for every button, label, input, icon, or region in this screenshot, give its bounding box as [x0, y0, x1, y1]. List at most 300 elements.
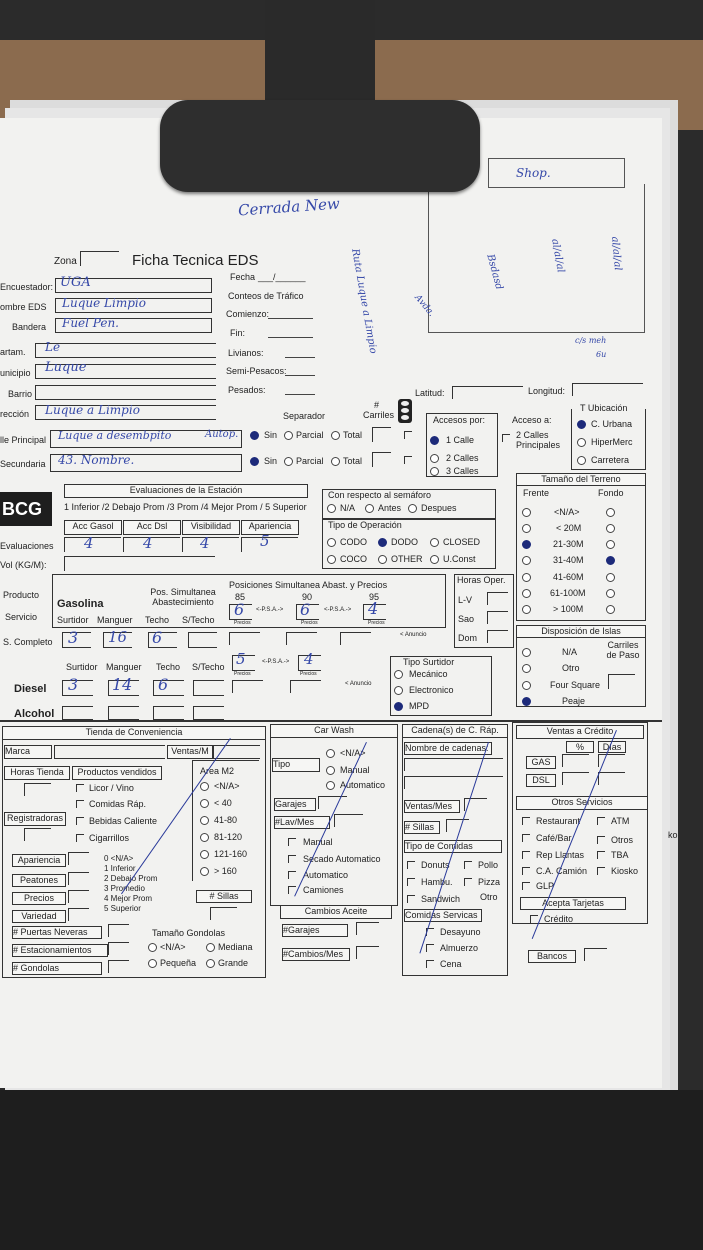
direccion-label: rección: [0, 409, 30, 419]
gas-psa-2: <-P.S.A.->: [324, 607, 352, 613]
op-coco-radio[interactable]: [327, 555, 336, 564]
serv-kiosko-label: Kiosko: [611, 866, 639, 876]
acceso-a-title: Acceso a:: [512, 415, 552, 425]
diesel-title: Diesel: [14, 683, 47, 695]
op-other-radio[interactable]: [378, 555, 387, 564]
op-other-label: OTHER: [391, 554, 423, 564]
fondo-31-40-radio[interactable]: [606, 556, 615, 565]
serv-restaurant-label: Restaurant: [536, 816, 581, 826]
fondo-na-radio[interactable]: [606, 508, 615, 517]
zona-field[interactable]: [80, 251, 119, 266]
surtidor-mpd-radio[interactable]: [394, 702, 403, 711]
serv-cena-check[interactable]: [426, 960, 434, 968]
fin-field[interactable]: [268, 337, 313, 338]
zona-label: Zona: [54, 256, 77, 267]
cadena-tipo: Tipo de Comidas: [404, 840, 502, 853]
comienzo-label: Comienzo:: [226, 309, 270, 319]
separador-2-total-radio[interactable]: [331, 457, 340, 466]
handwritten-pump-1: Bsdasd: [484, 253, 505, 291]
gas-col-manguer: Manguer: [97, 615, 133, 625]
serv-camion-check[interactable]: [522, 867, 530, 875]
gas-manguer-value: 16: [108, 628, 128, 646]
background-shadow: [0, 1090, 703, 1250]
scale-5: 5 Superior: [104, 904, 141, 913]
area-121-160-radio[interactable]: [200, 850, 209, 859]
terreno-opt-100: > 100M: [553, 604, 584, 614]
dsl-sc-2-field[interactable]: [290, 680, 321, 693]
frente-61-100-radio[interactable]: [522, 589, 531, 598]
clipboard-clip: [160, 0, 480, 195]
registradoras-label: Registradoras: [4, 812, 66, 826]
count-estacionamientos: # Estacionamientos: [12, 944, 108, 957]
credito-dsl: DSL: [526, 774, 556, 787]
food-pizza-label: Pizza: [478, 877, 501, 887]
food-hambu-check[interactable]: [407, 878, 415, 886]
op-coco-label: COCO: [340, 554, 367, 564]
prod-licor-label: Licor / Vino: [89, 783, 134, 793]
dsl-surtidor-value: 3: [68, 675, 79, 694]
ubicacion-hiper-radio[interactable]: [577, 438, 586, 447]
op-codo-radio[interactable]: [327, 538, 336, 547]
sep2-total: Total: [343, 456, 363, 466]
eval-acc-dsl-value: 4: [143, 534, 153, 552]
calle-principal-label: lle Principal: [0, 435, 47, 445]
carriles-hash: #: [374, 400, 380, 410]
eval-col-acc-gasol: Acc Gasol: [64, 520, 122, 535]
fondo-41-60-radio[interactable]: [606, 573, 615, 582]
tarjetas-title: Acepta Tarjetas: [520, 897, 626, 910]
tarjeta-credito-label: Crédito: [544, 914, 574, 924]
tienda-sillas-field[interactable]: [210, 907, 237, 920]
horas-lv: L-V: [458, 595, 473, 605]
terreno-opt-31-40: 31-40M: [553, 555, 584, 565]
op-closed-radio[interactable]: [430, 538, 439, 547]
aceite-title: Cambios Aceite: [280, 905, 392, 919]
dsl-stecho-field[interactable]: [193, 680, 224, 696]
fondo-61-100-radio[interactable]: [606, 589, 615, 598]
fondo-20-radio[interactable]: [606, 524, 615, 533]
ubicacion-carretera-radio[interactable]: [577, 456, 586, 465]
serv-cafe-check[interactable]: [522, 834, 530, 842]
gond-na-radio[interactable]: [148, 943, 157, 952]
sc-pos-3-field[interactable]: [340, 632, 371, 645]
carwash-title: Car Wash: [270, 724, 398, 738]
islas-carriles-field[interactable]: [608, 674, 635, 689]
rating-precios-field[interactable]: [68, 890, 89, 903]
vol-field[interactable]: [64, 556, 215, 571]
count-estacionamientos-field[interactable]: [108, 942, 129, 955]
cadena-servicios: Comidas Servicas: [404, 909, 482, 922]
frente-21-30-radio[interactable]: [522, 540, 531, 549]
gond-mediana-radio[interactable]: [206, 943, 215, 952]
op-dodo-label: DODO: [391, 537, 418, 547]
count-gondolas-field[interactable]: [108, 960, 129, 973]
bancos-field[interactable]: [584, 948, 607, 961]
pesados-label: Pesados:: [228, 385, 266, 395]
dsl-col-techo: Techo: [156, 662, 181, 672]
evaluaciones-header: Evaluaciones de la Estación: [64, 484, 308, 498]
horas-lv-field[interactable]: [487, 592, 508, 605]
bandera-value: Fuel Pen.: [62, 316, 119, 330]
sc-pos-2-field[interactable]: [286, 632, 317, 645]
scale-2: 2 Debajo Prom: [104, 874, 158, 883]
prod-licor-check[interactable]: [76, 784, 84, 792]
gas-precios-1: Precios: [234, 620, 251, 626]
comienzo-field[interactable]: [268, 318, 313, 319]
terreno-opt-61-100: 61-100M: [550, 588, 586, 598]
count-gondolas: # Gondolas: [12, 962, 102, 975]
islas-title: Disposición de Islas: [516, 625, 646, 638]
servicio-label: Servicio: [5, 612, 38, 622]
ko-text: ko: [668, 830, 678, 840]
credito-dsl-pct-field[interactable]: [562, 772, 589, 785]
accesos-1-label: 1 Calle: [446, 435, 475, 445]
gas-col-techo: Techo: [145, 615, 170, 625]
area-40-radio[interactable]: [200, 799, 209, 808]
horas-dom-field[interactable]: [487, 630, 508, 643]
ubicacion-urbana-radio[interactable]: [577, 420, 586, 429]
gas-precios-2: Precios: [301, 620, 318, 626]
tienda-horas-field[interactable]: [24, 783, 51, 796]
credito-gas-pct-field[interactable]: [562, 754, 589, 767]
longitud-label: Longitud:: [528, 386, 566, 396]
area-81-120-label: 81-120: [214, 832, 243, 842]
s-completo-label: S. Completo: [3, 637, 53, 647]
surtidor-electronico-radio[interactable]: [394, 686, 403, 695]
carriles-title: Carriles: [363, 410, 395, 420]
op-dodo-radio[interactable]: [378, 538, 387, 547]
pesados-field[interactable]: [285, 394, 315, 395]
accesos-3-label: 3 Calles: [446, 466, 479, 476]
carriles-2-check[interactable]: [404, 456, 412, 464]
area-na-radio[interactable]: [200, 782, 209, 791]
terreno-opt-21-30: 21-30M: [553, 539, 584, 549]
dsl-precios-1: Precios: [234, 671, 251, 677]
islas-four-radio[interactable]: [522, 681, 531, 690]
area-81-120-radio[interactable]: [200, 833, 209, 842]
accesos-2-radio[interactable]: [430, 454, 439, 463]
fecha-field[interactable]: ___/______: [258, 272, 306, 282]
islas-otro-radio[interactable]: [522, 664, 531, 673]
alc-manguer-field[interactable]: [108, 706, 139, 720]
dsl-sc-1-field[interactable]: [232, 680, 263, 693]
cadena-nombre-field-2[interactable]: [404, 776, 503, 789]
credito-gas: GAS: [526, 756, 556, 769]
accesos-1-radio[interactable]: [430, 436, 439, 445]
dsl-col-stecho: S/Techo: [192, 662, 225, 672]
carwash-tipo: Tipo: [272, 758, 320, 772]
dsl-psa: <-P.S.A.->: [262, 659, 290, 665]
islas-peaje-radio[interactable]: [522, 697, 531, 706]
gondolas-title: Tamaño Gondolas: [152, 928, 226, 938]
prod-cigarrillos-check[interactable]: [76, 834, 84, 842]
carriles-1-check[interactable]: [404, 431, 412, 439]
accesos-2-label: 2 Calles: [446, 453, 479, 463]
semaforo-na-radio[interactable]: [327, 504, 336, 513]
cw-secado-label: Secado Automatico: [303, 854, 381, 864]
octane-95: 95: [369, 592, 380, 602]
frente-20-radio[interactable]: [522, 524, 531, 533]
frente-31-40-radio[interactable]: [522, 556, 531, 565]
aceite-garajes-field[interactable]: [356, 922, 379, 935]
cw-auto-label: Automatico: [303, 870, 349, 880]
food-sandwich-label: Sandwich: [421, 894, 461, 904]
semaforo-antes-radio[interactable]: [365, 504, 374, 513]
nombre-eds-value: Luque Limpio: [62, 296, 146, 310]
serv-tba-label: TBA: [611, 850, 629, 860]
serv-cena-label: Cena: [440, 959, 462, 969]
scale-0: 0 <N/A>: [104, 854, 134, 863]
area-title: Area M2: [200, 766, 235, 776]
carwash-lav-field[interactable]: [334, 814, 363, 827]
serv-otros-label: Otros: [611, 835, 634, 845]
sep2-parcial: Parcial: [296, 456, 324, 466]
count-neveras-field[interactable]: [108, 924, 129, 937]
credito-dias: Días: [598, 741, 626, 753]
separador-1-total-radio[interactable]: [331, 431, 340, 440]
rating-precios: Precios: [12, 892, 66, 905]
serv-almuerzo-check[interactable]: [426, 944, 434, 952]
encuestador-label: Encuestador:: [0, 282, 54, 292]
prod-bebidas-label: Bebidas Caliente: [89, 816, 158, 826]
cw-secado-check[interactable]: [288, 855, 296, 863]
direccion-value: Luque a Limpio: [45, 403, 140, 417]
operacion-title: Tipo de Operación: [328, 520, 402, 530]
fondo-100-radio[interactable]: [606, 605, 615, 614]
barrio-field[interactable]: [35, 385, 216, 400]
serv-almuerzo-label: Almuerzo: [440, 943, 479, 953]
rating-variedad-field[interactable]: [68, 908, 89, 921]
semaforo-antes-label: Antes: [378, 503, 402, 513]
tienda-horas-label: Horas Tienda: [4, 766, 70, 780]
accesos-por-title: Accesos por:: [433, 415, 486, 425]
encuestador-value: UGA: [60, 275, 91, 290]
registradoras-field[interactable]: [24, 828, 51, 841]
fondo-21-30-radio[interactable]: [606, 540, 615, 549]
area-160-radio[interactable]: [200, 867, 209, 876]
dsl-precios-2: Precios: [300, 671, 317, 677]
carwash-auto-radio[interactable]: [326, 781, 335, 790]
eval-col-acc-dsl: Acc Dsl: [123, 520, 181, 535]
islas-peaje-label: Peaje: [562, 696, 586, 706]
gond-pequena-radio[interactable]: [148, 959, 157, 968]
gond-na-label: <N/A>: [160, 942, 186, 952]
gond-grande-radio[interactable]: [206, 959, 215, 968]
semi-field[interactable]: [285, 375, 315, 376]
handwritten-pump-3: al/al/al: [609, 236, 623, 272]
clip-head: [160, 100, 480, 192]
cw-auto-check[interactable]: [288, 871, 296, 879]
gond-pequena-label: Pequeña: [160, 958, 197, 968]
surtidor-electronico-label: Electronico: [409, 685, 454, 695]
carwash-manual-radio[interactable]: [326, 766, 335, 775]
terreno-title: Tamaño del Terreno: [516, 473, 646, 486]
prod-cigarrillos-label: Cigarrillos: [89, 833, 130, 843]
cadena-title: Cadena(s) de C. Ráp.: [402, 724, 508, 738]
eval-visibilidad-field[interactable]: [182, 537, 239, 552]
eval-col-apariencia: Apariencia: [241, 520, 299, 535]
semaforo-despues-radio[interactable]: [408, 504, 417, 513]
aceite-cambios-field[interactable]: [356, 946, 379, 959]
credito-title: Ventas a Crédito: [516, 725, 644, 739]
tarjeta-credito-check[interactable]: [530, 915, 538, 923]
gas-stecho-field[interactable]: [188, 632, 217, 648]
tienda-productos-label: Productos vendidos: [72, 766, 162, 780]
area-121-160-label: 121-160: [214, 849, 248, 859]
prod-bebidas-check[interactable]: [76, 817, 84, 825]
frente-na-radio[interactable]: [522, 508, 531, 517]
surtidor-mpd-label: MPD: [409, 701, 429, 711]
dsl-techo-value: 6: [158, 675, 169, 694]
food-pollo-check[interactable]: [464, 861, 472, 869]
rating-peatones: Peatones: [12, 874, 66, 887]
scale-1: 1 Inferior: [104, 864, 136, 873]
rating-apariencia: Apariencia: [12, 854, 66, 867]
cw-manual-check[interactable]: [288, 838, 296, 846]
serv-llantas-check[interactable]: [522, 851, 530, 859]
eval-col-visibilidad: Visibilidad: [182, 520, 240, 535]
islas-na-radio[interactable]: [522, 648, 531, 657]
depto-field[interactable]: [35, 343, 216, 358]
carwash-manual-label: Manual: [340, 765, 370, 775]
serv-glp-check[interactable]: [522, 882, 530, 890]
dsl-col-manguer: Manguer: [106, 662, 142, 672]
serv-tba-check[interactable]: [597, 851, 605, 859]
cadena-sillas-field[interactable]: [446, 819, 469, 832]
livianos-field[interactable]: [285, 357, 315, 358]
acceso-a-label: 2 Calles Principales: [516, 430, 561, 450]
surtidor-mecanico-radio[interactable]: [394, 670, 403, 679]
municipio-value: Luque: [45, 360, 87, 375]
serv-atm-check[interactable]: [597, 817, 605, 825]
op-closed-label: CLOSED: [443, 537, 481, 547]
dsl-pos-1-value: 5: [236, 650, 246, 668]
dsl-pos-2-value: 4: [304, 650, 314, 668]
sc-pos-1-field[interactable]: [229, 632, 260, 645]
bancos-label: Bancos: [528, 950, 576, 963]
alc-techo-field[interactable]: [153, 706, 184, 720]
traffic-light-icon: [398, 399, 412, 423]
gond-mediana-label: Mediana: [218, 942, 253, 952]
frente-100-radio[interactable]: [522, 605, 531, 614]
food-donuts-check[interactable]: [407, 861, 415, 869]
separador-2-sin-radio[interactable]: [250, 457, 259, 466]
horas-sao-field[interactable]: [487, 611, 508, 624]
op-uconst-radio[interactable]: [430, 555, 439, 564]
prod-comidas-check[interactable]: [76, 800, 84, 808]
credito-dsl-dias-field[interactable]: [598, 772, 625, 785]
cadena-sillas: # Sillas: [404, 821, 440, 834]
gasolina-title: Gasolina: [57, 598, 104, 610]
barrio-label: Barrio: [8, 389, 33, 399]
tienda-title: Tienda de Conveniencia: [2, 726, 266, 740]
serv-otros-check[interactable]: [597, 836, 605, 844]
serv-kiosko-check[interactable]: [597, 867, 605, 875]
separador-2-parcial-radio[interactable]: [284, 457, 293, 466]
carwash-garajes-field[interactable]: [318, 796, 347, 809]
separador-1-sin-radio[interactable]: [250, 431, 259, 440]
area-41-80-radio[interactable]: [200, 816, 209, 825]
area-41-80-label: 41-80: [214, 815, 238, 825]
surtidor-title: Tipo Surtidor: [403, 657, 455, 667]
serv-cafe-label: Café/Bar: [536, 833, 572, 843]
latitud-field[interactable]: [452, 386, 523, 399]
tienda-marca-field[interactable]: [54, 745, 165, 759]
accesos-3-radio[interactable]: [430, 467, 439, 476]
fin-label: Fin:: [230, 328, 246, 338]
food-sandwich-check[interactable]: [407, 895, 415, 903]
ubicacion-hiper-label: HiperMerc: [591, 437, 633, 447]
islas-otro-label: Otro: [562, 663, 580, 673]
depto-label: artam.: [0, 347, 26, 357]
depto-value: Le: [45, 340, 61, 354]
area-na-label: <N/A>: [214, 781, 240, 791]
op-uconst-label: U.Const: [443, 554, 476, 564]
separador-1-parcial-radio[interactable]: [284, 431, 293, 440]
otros-servicios-title: Otros Servicios: [516, 796, 648, 810]
handwritten-cerrada: Cerrada New: [237, 194, 341, 220]
separador-title: Separador: [283, 411, 326, 421]
rating-apariencia-field[interactable]: [68, 852, 89, 865]
bcg-logo: BCG: [0, 492, 52, 526]
serv-restaurant-check[interactable]: [522, 817, 530, 825]
food-pizza-check[interactable]: [464, 878, 472, 886]
gas-col-stecho: S/Techo: [182, 615, 215, 625]
cw-camiones-label: Camiones: [303, 885, 344, 895]
food-donuts-label: Donuts: [421, 860, 450, 870]
semaforo-despues-label: Despues: [421, 503, 457, 513]
rating-peatones-field[interactable]: [68, 872, 89, 885]
terreno-fondo: Fondo: [598, 488, 624, 498]
calle-principal-value: Luque a desembpito: [58, 429, 172, 442]
dsl-col-surtidor: Surtidor: [66, 662, 98, 672]
horas-dom: Dom: [458, 633, 478, 643]
sep1-total: Total: [343, 430, 363, 440]
carwash-na-radio[interactable]: [326, 749, 335, 758]
alcohol-title: Alcohol: [14, 708, 55, 720]
gas-pos-95-value: 4: [368, 599, 379, 618]
longitud-field[interactable]: [572, 383, 643, 396]
eval-apariencia-value: 5: [260, 532, 270, 550]
food-hambu-label: Hambu.: [421, 877, 453, 887]
aceite-garajes: #Garajes: [282, 924, 348, 937]
vol-label: Vol (KG/M):: [0, 560, 47, 570]
carriles-1-field[interactable]: [372, 427, 391, 442]
gas-precios-3: Precios: [368, 620, 385, 626]
sep2-sin: Sin: [264, 456, 278, 466]
handwritten-pump-2: al/al/al: [549, 238, 566, 274]
sketch-shop-box: [488, 158, 625, 188]
islas-four-label: Four Square: [550, 680, 601, 690]
alc-surtidor-field[interactable]: [62, 706, 93, 720]
scale-3: 3 Promedio: [104, 884, 145, 893]
rating-variedad: Variedad: [12, 910, 66, 923]
gas-pos-90-value: 6: [300, 600, 311, 619]
carriles-2-field[interactable]: [372, 452, 391, 467]
carwash-na-label: <N/A>: [340, 748, 366, 758]
cadena-nombre-field-1[interactable]: [404, 758, 503, 771]
alc-stecho-field[interactable]: [193, 706, 224, 720]
gas-pos-85-value: 6: [234, 600, 245, 619]
cadena-nombre: Nombre de cadenas:: [404, 742, 492, 755]
frente-41-60-radio[interactable]: [522, 573, 531, 582]
cadena-ventas: Ventas/Mes: [404, 800, 460, 813]
food-otro-label: Otro: [480, 892, 498, 902]
eval-acc-gasol-value: 4: [84, 534, 94, 552]
gas-surtidor-value: 3: [68, 628, 79, 647]
survey-form-sheet: [0, 118, 678, 1088]
acceso-a-check[interactable]: [502, 434, 510, 442]
